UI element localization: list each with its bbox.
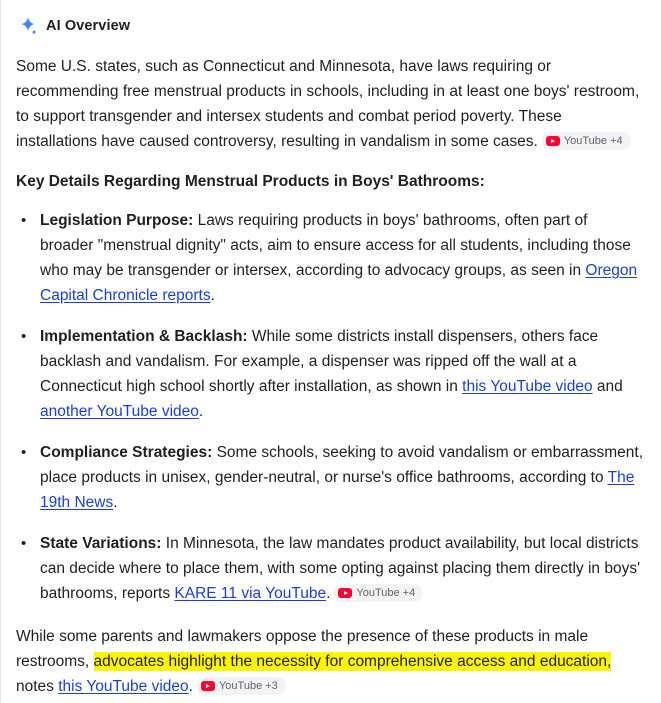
bullet-text: Laws requiring products in boys' bathrooms, often part of broader "menstrual dignity" acts, aim to ensure access for all students, including those who may be transgender or intersex, according to advocacy groups, as seen in (40, 212, 631, 279)
section-title: Key Details Regarding Menstrual Products in Boys' Bathrooms: (16, 173, 485, 190)
list-item (16, 440, 645, 515)
intro-paragraph (16, 54, 645, 154)
bullet-text-tail: . (198, 403, 204, 420)
list-item (16, 324, 645, 424)
bullet-lead: Implementation & Backlash: (40, 328, 248, 345)
source-link-another-youtube-video[interactable]: another YouTube video (40, 403, 199, 420)
list-item (16, 531, 645, 606)
youtube-icon (546, 136, 560, 146)
youtube-icon (338, 588, 352, 598)
bullet-lead: Compliance Strategies: (40, 444, 213, 461)
source-chip-label: YouTube +4 (563, 134, 623, 147)
source-chip-label: YouTube +3 (218, 679, 278, 692)
youtube-icon (201, 681, 215, 691)
ai-overview-header (18, 16, 645, 36)
source-link-kare-11-via-youtube[interactable]: KARE 11 via YouTube (174, 585, 327, 602)
intro-text: Some U.S. states, such as Connecticut and Minnesota, have laws requiring or recommending free menstrual products in schools, including in at least one boys' restroom, to support transgender and intersex students and combat period poverty. These installations have caused controversy, resulting in vandalism in some cases. (16, 58, 640, 150)
closing-paragraph (16, 624, 645, 699)
highlighted-text: advocates highlight the necessity for comprehensive access and education, (93, 653, 612, 670)
bullet-text-tail: . (113, 494, 118, 511)
source-link-the-19th-news[interactable]: The 19th News (40, 469, 635, 511)
closing-text-tail: . (188, 678, 193, 695)
closing-text-lead: While some parents and lawmakers oppose the presence of these products in male restrooms, (16, 628, 589, 670)
list-item (16, 208, 645, 308)
source-link-oregon-capital-chronicle[interactable]: Oregon Capital Chronicle reports (40, 262, 638, 304)
bullet-text: Some schools, seeking to avoid vandalism or embarrassment, place products in unisex, gender-neutral, or nurse's office bathrooms, according to (40, 444, 644, 486)
ai-overview-title: AI Overview (46, 18, 131, 34)
source-chip-youtube[interactable] (334, 584, 423, 602)
bullet-lead: Legislation Purpose: (40, 212, 194, 229)
source-chip-label: YouTube +4 (356, 586, 416, 599)
key-details-list (16, 208, 645, 606)
bullet-text-tail: . (210, 287, 215, 304)
source-chip-youtube[interactable] (197, 677, 286, 695)
source-link-this-youtube-video[interactable]: this YouTube video (462, 378, 593, 395)
sparkle-icon (18, 16, 38, 36)
bullet-text-mid: and (592, 378, 623, 395)
bullet-text: In Minnesota, the law mandates product availability, but local districts can decide where to place them, with some opting against placing them directly in boys' bathrooms, reports (40, 535, 641, 602)
bullet-lead: State Variations: (40, 535, 162, 552)
source-chip-youtube[interactable] (542, 132, 631, 150)
bullet-text-tail: . (326, 585, 331, 602)
closing-text-mid: notes (16, 678, 59, 695)
bullet-text: While some districts install dispensers, others face backlash and vandalism. For example, a dispenser was ripped off the wall at a Connecticut high school shortly after installation, as shown in (40, 328, 599, 395)
source-link-this-youtube-video[interactable]: this YouTube video (58, 678, 189, 695)
